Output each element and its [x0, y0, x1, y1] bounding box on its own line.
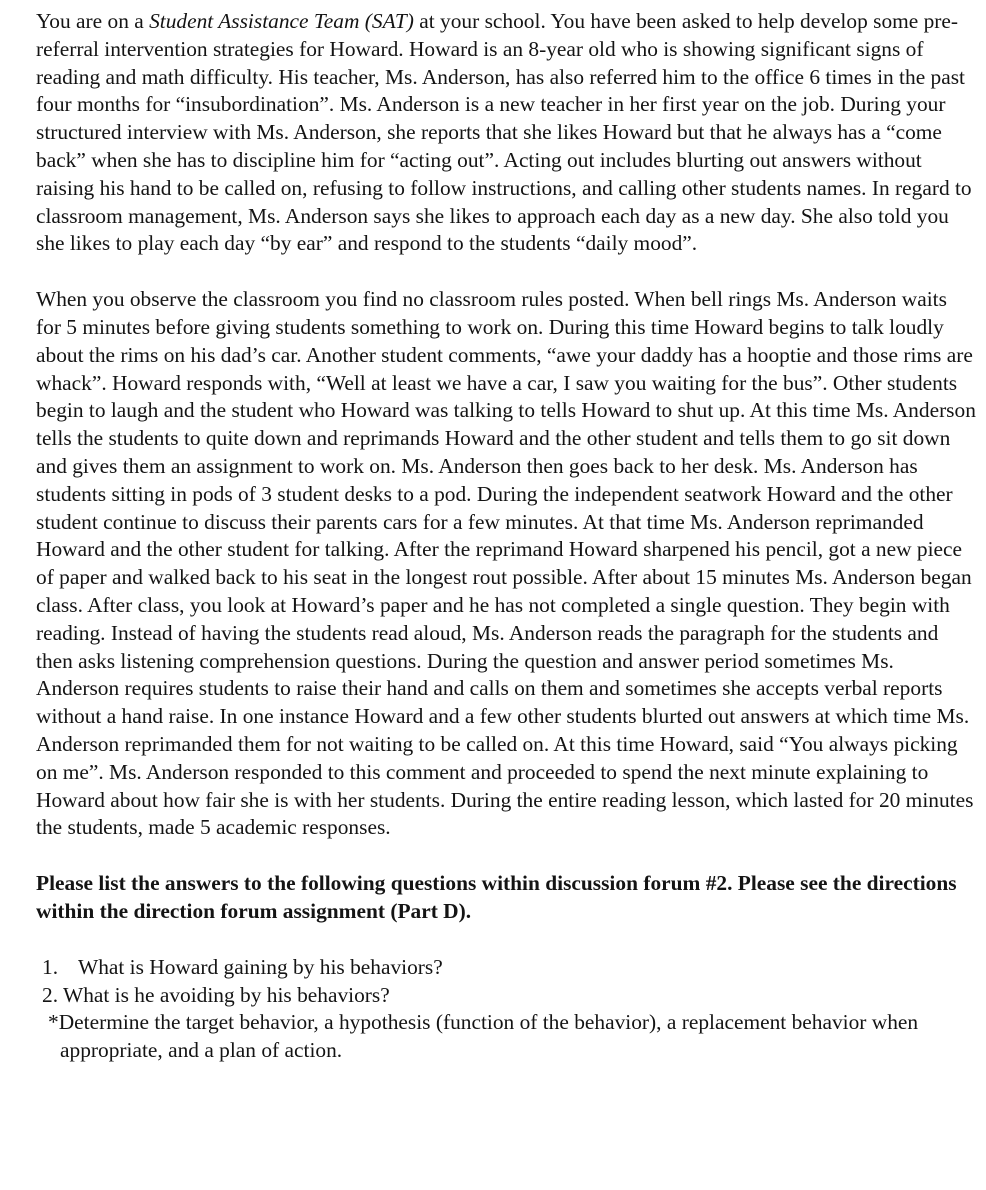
- document-page: [36, 8, 976, 1065]
- instructions-heading: Please list the answers to the following questions within discussion forum #2. Please see the directions within the direction forum assignment (Part D).: [36, 871, 957, 923]
- intro-rest-text: at your school. You have been asked to help develop some pre-referral intervention strategies for Howard. Howard is an 8-year old who is showing significant signs of reading and math difficulty. His teacher, Ms. Anderson, has also referred him to the office 6 times in the past four months for “insubordination”. Ms. Anderson is a new teacher in her first year on the job. During your structured interview with Ms. Anderson, she reports that she likes Howard but that he always has a “come back” when she has to discipline him for “acting out”. Acting out includes blurting out answers without raising his hand to be called on, refusing to follow instructions, and calling other students names. In regard to classroom management, Ms. Anderson says she likes to approach each day as a new day. She also told you she likes to play each day “by ear” and respond to the students “daily mood”.: [36, 9, 972, 256]
- task-item-plan: *Determine the target behavior, a hypothesis (function of the behavior), a replacement behavior when appropriate, and a plan of action.: [48, 1010, 919, 1063]
- intro-lead-text: You are on a: [36, 9, 150, 33]
- classroom-observation-paragraph: When you observe the classroom you find no classroom rules posted. When bell rings Ms. Anderson waits for 5 minutes before giving students something to work on. During this time Howard begins to talk loudly about the rims on his dad’s car. Another student comments, “awe your daddy has a hooptie and those rims are whack”. Howard responds with, “Well at least we have a car, I saw you waiting for the bus”. Other students begin to laugh and the student who Howard was talking to tells Howard to shut up. At this time Ms. Anderson tells the students to quite down and reprimands Howard and the other student and tells them to go sit down and gives them an assignment to work on. Ms. Anderson then goes back to her desk. Ms. Anderson has students sitting in pods of 3 student desks to a pod. During the independent seatwork Howard and the other student continue to discuss their parents cars for a few minutes. At that time Ms. Anderson reprimanded Howard and the other student for talking. After the reprimand Howard sharpened his pencil, got a new piece of paper and walked back to his seat in the longest rout possible. After about 15 minutes Ms. Anderson began class. After class, you look at Howard’s paper and he has not completed a single question. They begin with reading. Instead of having the students read aloud, Ms. Anderson reads the paragraph for the students and then asks listening comprehension questions. During the question and answer period sometimes Ms. Anderson requires students to raise their hand and calls on them and sometimes she accepts verbal reports without a hand raise. In one instance Howard and a few other students blurted out answers at which time Ms. Anderson reprimanded them for not waiting to be called on. At this time Howard, said “You always picking on me”. Ms. Anderson responded to this comment and proceeded to spend the next minute explaining to Howard about how fair she is with her students. During the entire reading lesson, which lasted for 20 minutes the students, made 5 academic responses.: [36, 287, 976, 840]
- team-name-italic: Student Assistance Team (SAT): [149, 9, 414, 33]
- question-number-1: 1.: [42, 954, 59, 979]
- scenario-intro-paragraph: [36, 8, 976, 258]
- question-item-1: [36, 954, 976, 982]
- question-item-2: 2. What is he avoiding by his behaviors?: [42, 982, 390, 1007]
- question-list: [36, 954, 976, 1065]
- question-text-1: What is Howard gaining by his behaviors?: [78, 954, 443, 979]
